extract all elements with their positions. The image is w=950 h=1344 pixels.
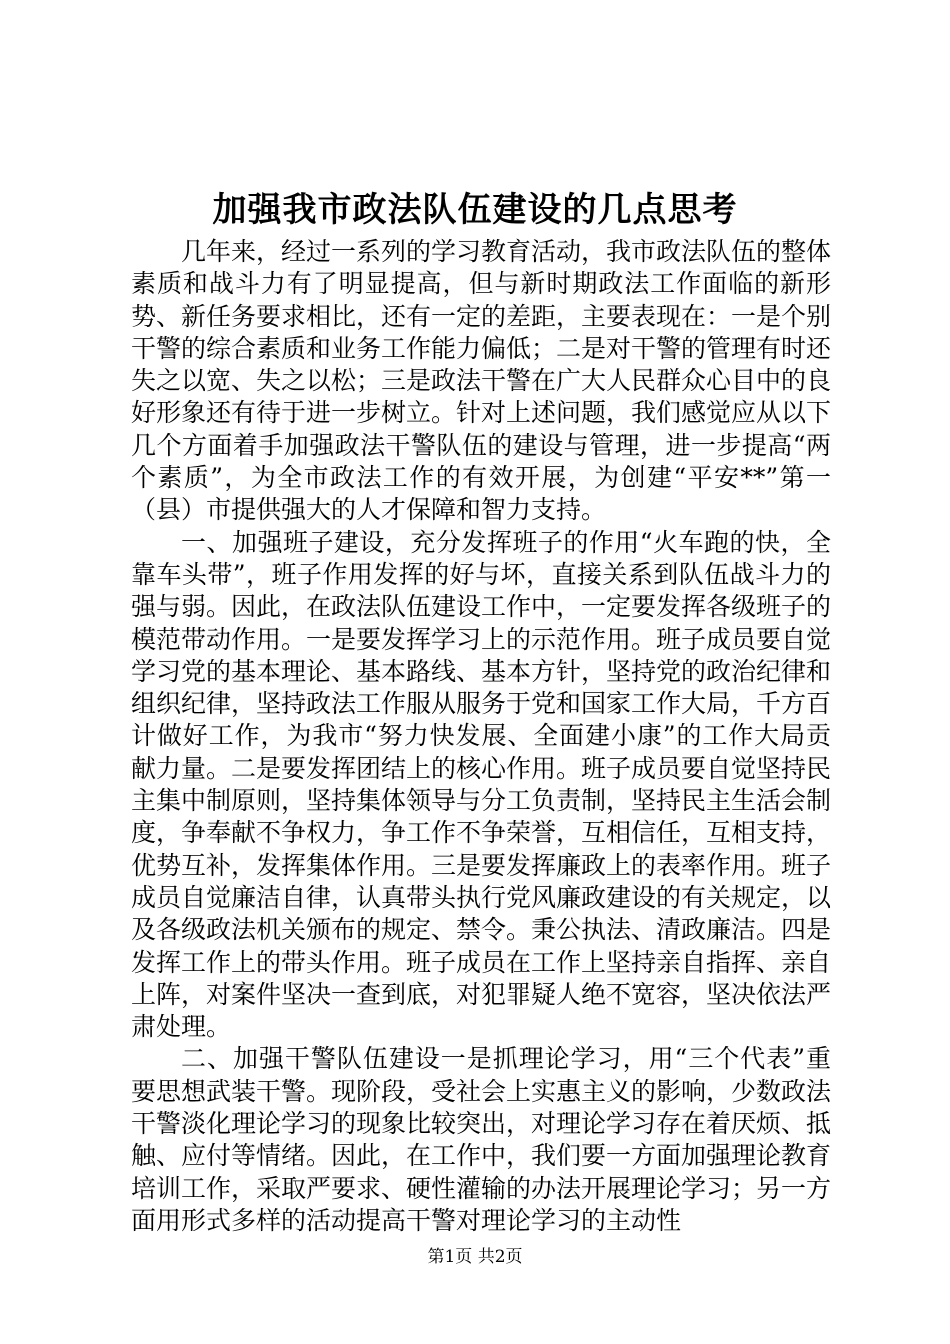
document-body: [131, 236, 831, 1237]
page-footer: 第1页 共2页: [427, 1247, 523, 1267]
paragraph-section-2: 二、加强干警队伍建设一是抓理论学习，用“三个代表”重要思想武装干警。现阶段，受社会上实惠主义的影响，少数政法干警淡化理论学习的现象比较突出，对理论学习存在着厌烦、抵触、应付等情绪。因此，在工作中，我们要一方面加强理论教育培训工作，采取严要求、硬性灌输的办法开展理论学习；另一方面用形式多样的活动提高干警对理论学习的主动性: [131, 1044, 832, 1235]
paragraph-intro: 几年来，经过一系列的学习教育活动，我市政法队伍的整体素质和战斗力有了明显提高，但与新时期政法工作面临的新形势、新任务要求相比，还有一定的差距，主要表现在：一是个别干警的综合素质和业务工作能力偏低；二是对干警的管理有时还失之以宽、失之以松；三是政法干警在广大人民群众心目中的良好形象还有待于进一步树立。针对上述问题，我们感觉应从以下几个方面着手加强政法干警队伍的建设与管理，进一步提高“两个素质”，为全市政法工作的有效开展，为创建“平安**”第一（县）市提供强大的人才保障和智力支持。: [131, 237, 832, 525]
paragraph-section-1: 一、加强班子建设，充分发挥班子的作用“火车跑的快，全靠车头带”，班子作用发挥的好与坏，直接关系到队伍战斗力的强与弱。因此，在政法队伍建设工作中，一定要发挥各级班子的模范带动作用。一是要发挥学习上的示范作用。班子成员要自觉学习党的基本理论、基本路线、基本方针，坚持党的政治纪律和组织纪律，坚持政法工作服从服务于党和国家工作大局，千方百计做好工作，为我市“努力快发展、全面建小康”的工作大局贡献力量。二是要发挥团结上的核心作用。班子成员要自觉坚持民主集中制原则，坚持集体领导与分工负责制，坚持民主生活会制度，争奉献不争权力，争工作不争荣誉，互相信任，互相支持，优势互补，发挥集体作用。三是要发挥廉政上的表率作用。班子成员自觉廉洁自律，认真带头执行党风廉政建设的有关规定，以及各级政法机关颁布的规定、禁令。秉公执法、清政廉洁。四是发挥工作上的带头作用。班子成员在工作上坚持亲自指挥、亲自上阵，对案件坚决一查到底，对犯罪疑人绝不宽容，坚决依法严肃处理。: [131, 527, 832, 1042]
document-title: 加强我市政法队伍建设的几点思考: [212, 190, 738, 230]
